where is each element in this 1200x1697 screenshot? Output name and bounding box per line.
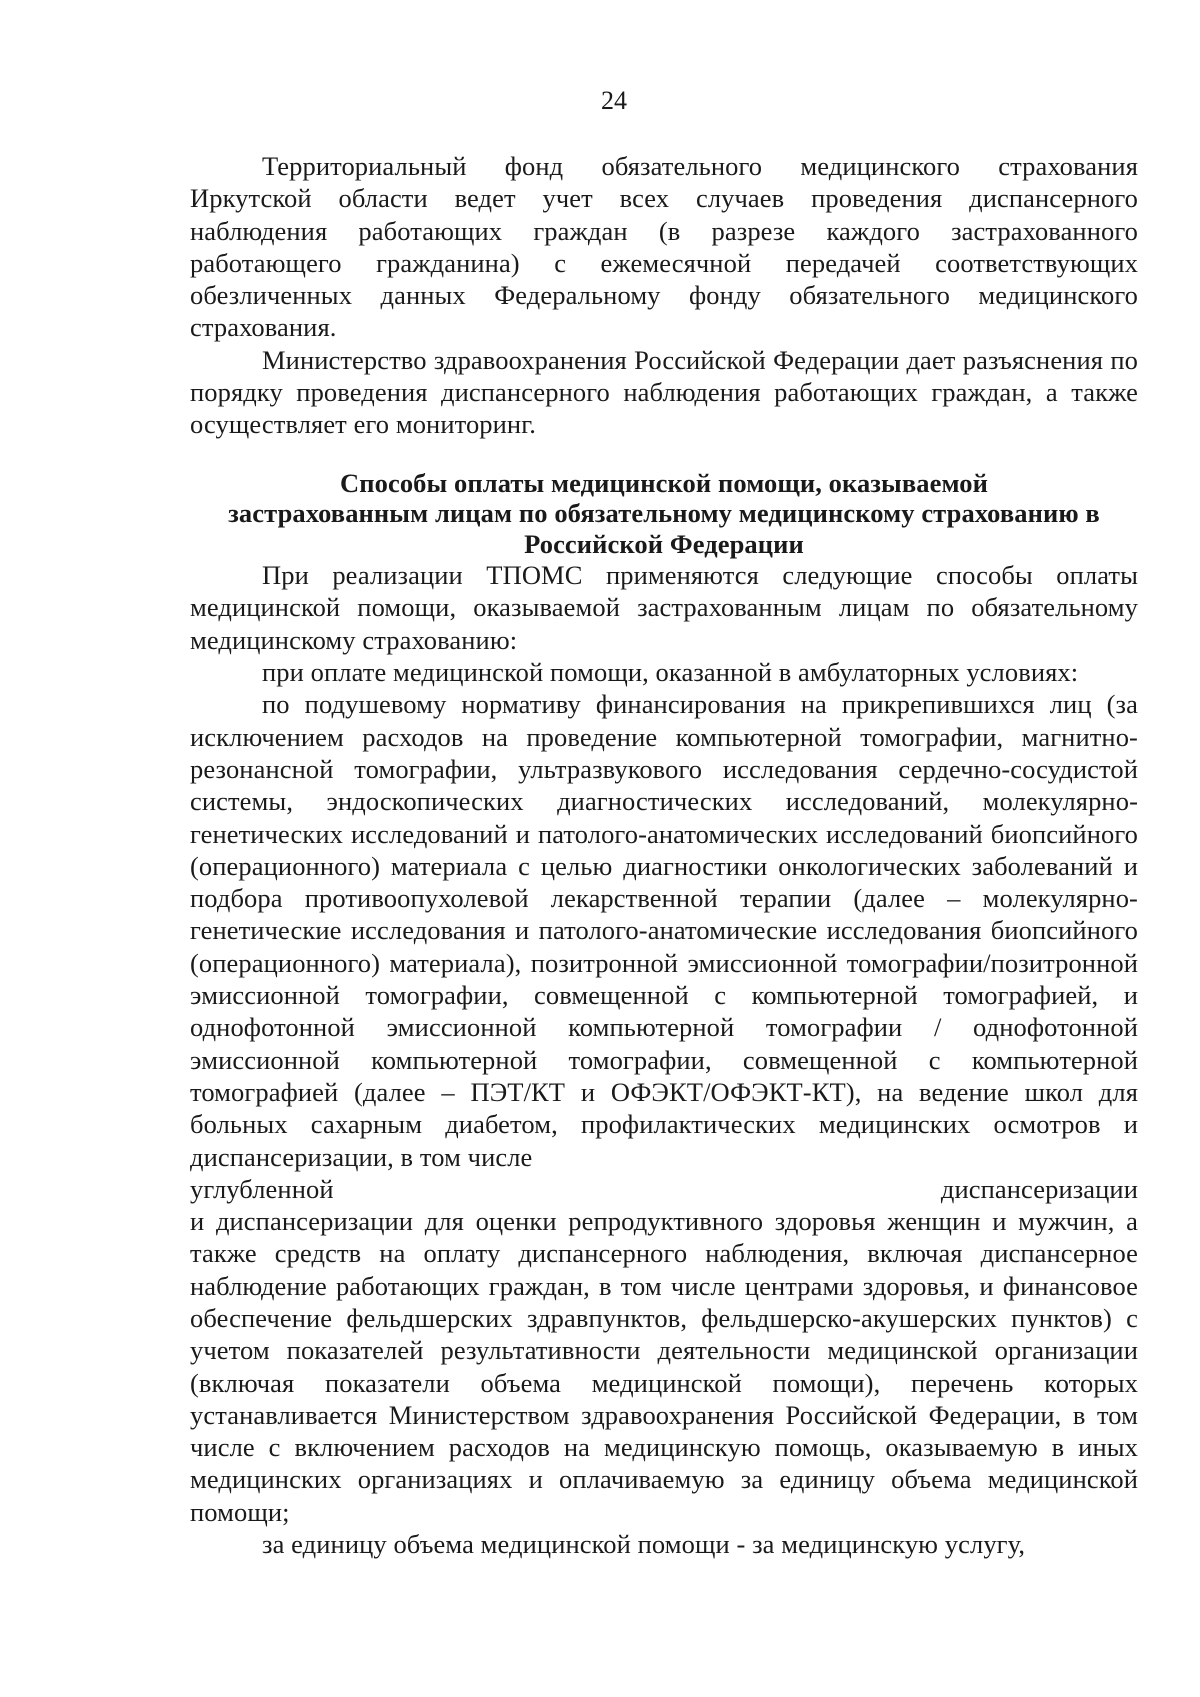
paragraph-ministry-clarification: Министерство здравоохранения Российской Федерации дает разъяснения по порядку проведения диспансерного наблюдения работающих граждан, а также осуществляет его мониторинг.: [190, 344, 1138, 440]
split-line-left: углубленной: [190, 1173, 334, 1204]
section-heading-line-2: застрахованным лицам по обязательному медицинскому страхованию в: [228, 498, 1100, 529]
document-body: [190, 150, 1138, 1560]
split-line: [190, 1173, 1138, 1205]
paragraph-tfoms-accounting: Территориальный фонд обязательного медицинского страхования Иркутской области ведет учет всех случаев проведения диспансерного наблюдения работающих граждан (в разрезе каждого застрахованного работающего гражданина) с ежемесячной передачей соответствующих обезличенных данных Федеральному фонду обязательного медицинского страхования.: [190, 151, 1138, 343]
section-heading-line-3: Российской Федерации: [524, 528, 804, 559]
paragraph-outpatient-conditions: при оплате медицинской помощи, оказанной в амбулаторных условиях:: [262, 657, 1079, 688]
paragraph-per-capita-continuation: и диспансеризации для оценки репродуктивного здоровья женщин и мужчин, а также средств на оплату диспансерного наблюдения, включая диспансерное наблюдение работающих граждан, в том числе центрами здоровья, и финансовое обеспечение фельдшерских здравпунктов, фельдшерско-акушерских пунктов) с учетом показателей результативности деятельности медицинской организации (включая показатели объема медицинской помощи), перечень которых устанавливается Министерством здравоохранения Российской Федерации, в том числе с включением расходов на медицинскую помощь, оказываемую в иных медицинских организациях и оплачиваемую за единицу объема медицинской помощи;: [190, 1206, 1138, 1527]
paragraph-payment-methods-intro: При реализации ТПОМС применяются следующие способы оплаты медицинской помощи, оказываемой застрахованным лицам по обязательному медицинскому страхованию:: [190, 560, 1138, 655]
split-line-right: диспансеризации: [940, 1173, 1138, 1204]
paragraph-per-capita-normative: по подушевому нормативу финансирования на прикрепившихся лиц (за исключением расходов на проведение компьютерной томографии, магнитно-резонансной томографии, ультразвукового исследования сердечно-сосудистой системы, эндоскопических диагностических исследований, молекулярно-генетических исследований и патолого-анатомических исследований биопсийного (операционного) материала с целью диагностики онкологических заболеваний и подбора противоопухолевой лекарственной терапии (далее – молекулярно-генетические исследования и патолого-анатомические исследования биопсийного (операционного) материала), позитронной эмиссионной томографии/позитронной эмиссионной томографии, совмещенной с компьютерной томографией, и однофотонной эмиссионной компьютерной томографии / однофотонной эмиссионной компьютерной томографии, совмещенной с компьютерной томографией (далее – ПЭТ/КТ и ОФЭКТ/ОФЭКТ-КТ), на ведение школ для больных сахарным диабетом, профилактических медицинских осмотров и диспансеризации, в том числе: [190, 689, 1138, 1172]
page-number: 24: [601, 86, 627, 115]
paragraph-unit-of-volume: за единицу объема медицинской помощи - за медицинскую услугу,: [262, 1529, 1026, 1560]
section-heading-line-1: Способы оплаты медицинской помощи, оказываемой: [340, 467, 988, 498]
section-heading: [190, 468, 1138, 560]
